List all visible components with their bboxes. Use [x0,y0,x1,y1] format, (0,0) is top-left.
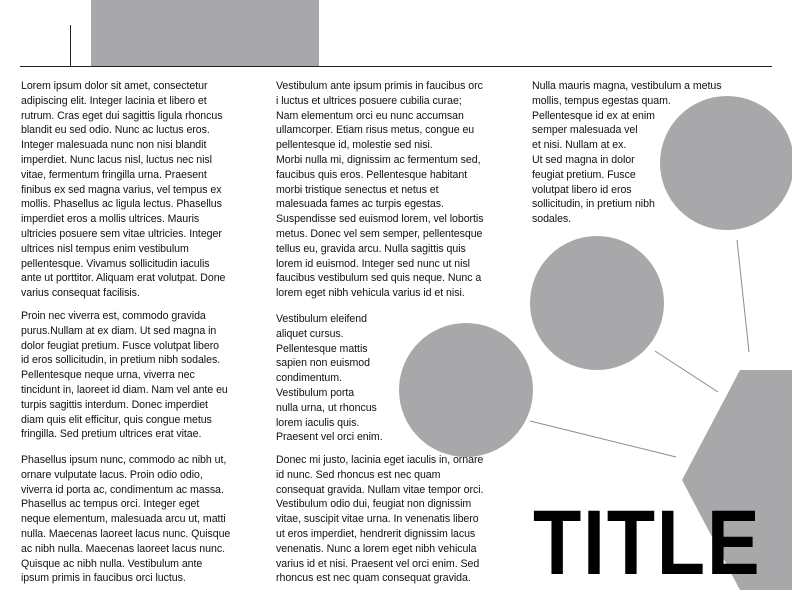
column-2-paragraph-3: Donec mi justo, lacinia eget iaculis in, ornare id nunc. Sed rhoncus est nec quam consequat gravida. Nullam vitae tempor orci. Vestibulum odio dui, feugiat non dignissim vitae, suscipit vitae urna. In venenatis libero ut eros imperdiet, hendrerit dignissim lacus venenatis. Nunc a lorem eget nibh vehicula varius id et nisi. Praesent vel orci enim. Sed rhoncus est nec quam consequat gravida. [276,454,484,585]
circle-shape-middle [530,236,664,370]
connector-line [737,240,749,352]
header-gray-block [91,0,319,66]
column-1-paragraph-2: Proin nec viverra est, commodo gravida purus.Nullam at ex diam. Ut sed magna in dolor feugiat pretium. Fusce volutpat libero id eros sollicitudin, in pretium nibh sodales. Pellentesque neque urna, viverra nec tincidunt in, laoreet id diam. Nam vel ante eu turpis sagittis interdum. Donec imperdiet diam quis elit efficitur, quis congue metus fringilla. Sed pretium ultrices erat vitae. [21,310,228,441]
column-1-paragraph-1: Lorem ipsum dolor sit amet, consectetur adipiscing elit. Integer lacinia et libero et rutrum. Cras eget dui sagittis ligula rhoncus blandit eu sed odio. Nunc ac luctus eros. Integer malesuada nunc non nisi blandit imperdiet. Nunc lacus nisl, luctus nec nisl vitae, fermentum fringilla urna. Praesent finibus ex sed magna varius, vel tempus ex mollis. Phasellus ac ligula lectus. Phasellus imperdiet eros a mollis ultrices. Mauris ultricies posuere sem vitae ultricies. Integer ultrices nisl tempus enim vestibulum pellentesque. Vivamus sollicitudin iaculis ante ut porttitor. Aliquam erat volutpat. Done varius consequat facilisis. [21,80,226,300]
connector-line [530,421,676,457]
connector-line [655,351,718,392]
column-2-paragraph-2: Vestibulum eleifend aliquet cursus. Pellentesque mattis sapien non euismod condimentum. Vestibulum porta nulla urna, ut rhoncus lorem iaculis quis. Praesent vel orci enim. [276,313,383,444]
column-3-paragraph-1: Nulla mauris magna, vestibulum a metus mollis, tempus egestas quam. Pellentesque id ex at enim semper malesuada vel et nisi. Nullam at ex. Ut sed magna in dolor feugiat pretium. Fusce volutpat libero id eros sollicitudin, in pretium nibh sodales. [532,80,722,226]
column-2-paragraph-1: Vestibulum ante ipsum primis in faucibus orc i luctus et ultrices posuere cubilia curae; Nam elementum orci eu nunc accumsan ullamcorper. Etiam risus metus, congue eu pellentesque id, molestie sed nisi. Morbi nulla mi, dignissim ac fermentum sed, faucibus quis eros. Pellentesque habitant morbi tristique senectus et netus et malesuada fames ac turpis egestas. Suspendisse sed euismod lorem, vel lobortis metus. Donec vel sem semper, pellentesque tellus eu, gravida arcu. Nulla sagittis quis lorem id euismod. Integer sed nunc ut nisl faucibus vestibulum sed quis neque. Nunc a lorem eget nibh vehicula varius id et nisi. [276,80,484,300]
circle-shape-bottom [399,323,533,457]
page-title: TITLE [533,492,762,594]
column-1-paragraph-3: Phasellus ipsum nunc, commodo ac nibh ut, ornare vulputate lacus. Proin odio odio, viverra id porta ac, condimentum ac massa. Phasellus ac tempus orci. Integer eget neque elementum, malesuada arcu ut, matti nulla. Maecenas laoreet lacus nunc. Quisque ac nibh nulla. Maecenas laoreet lacus nunc. Quisque ac nibh nulla. Vestibulum ante ipsum primis in faucibus orci luctus. [21,454,231,585]
